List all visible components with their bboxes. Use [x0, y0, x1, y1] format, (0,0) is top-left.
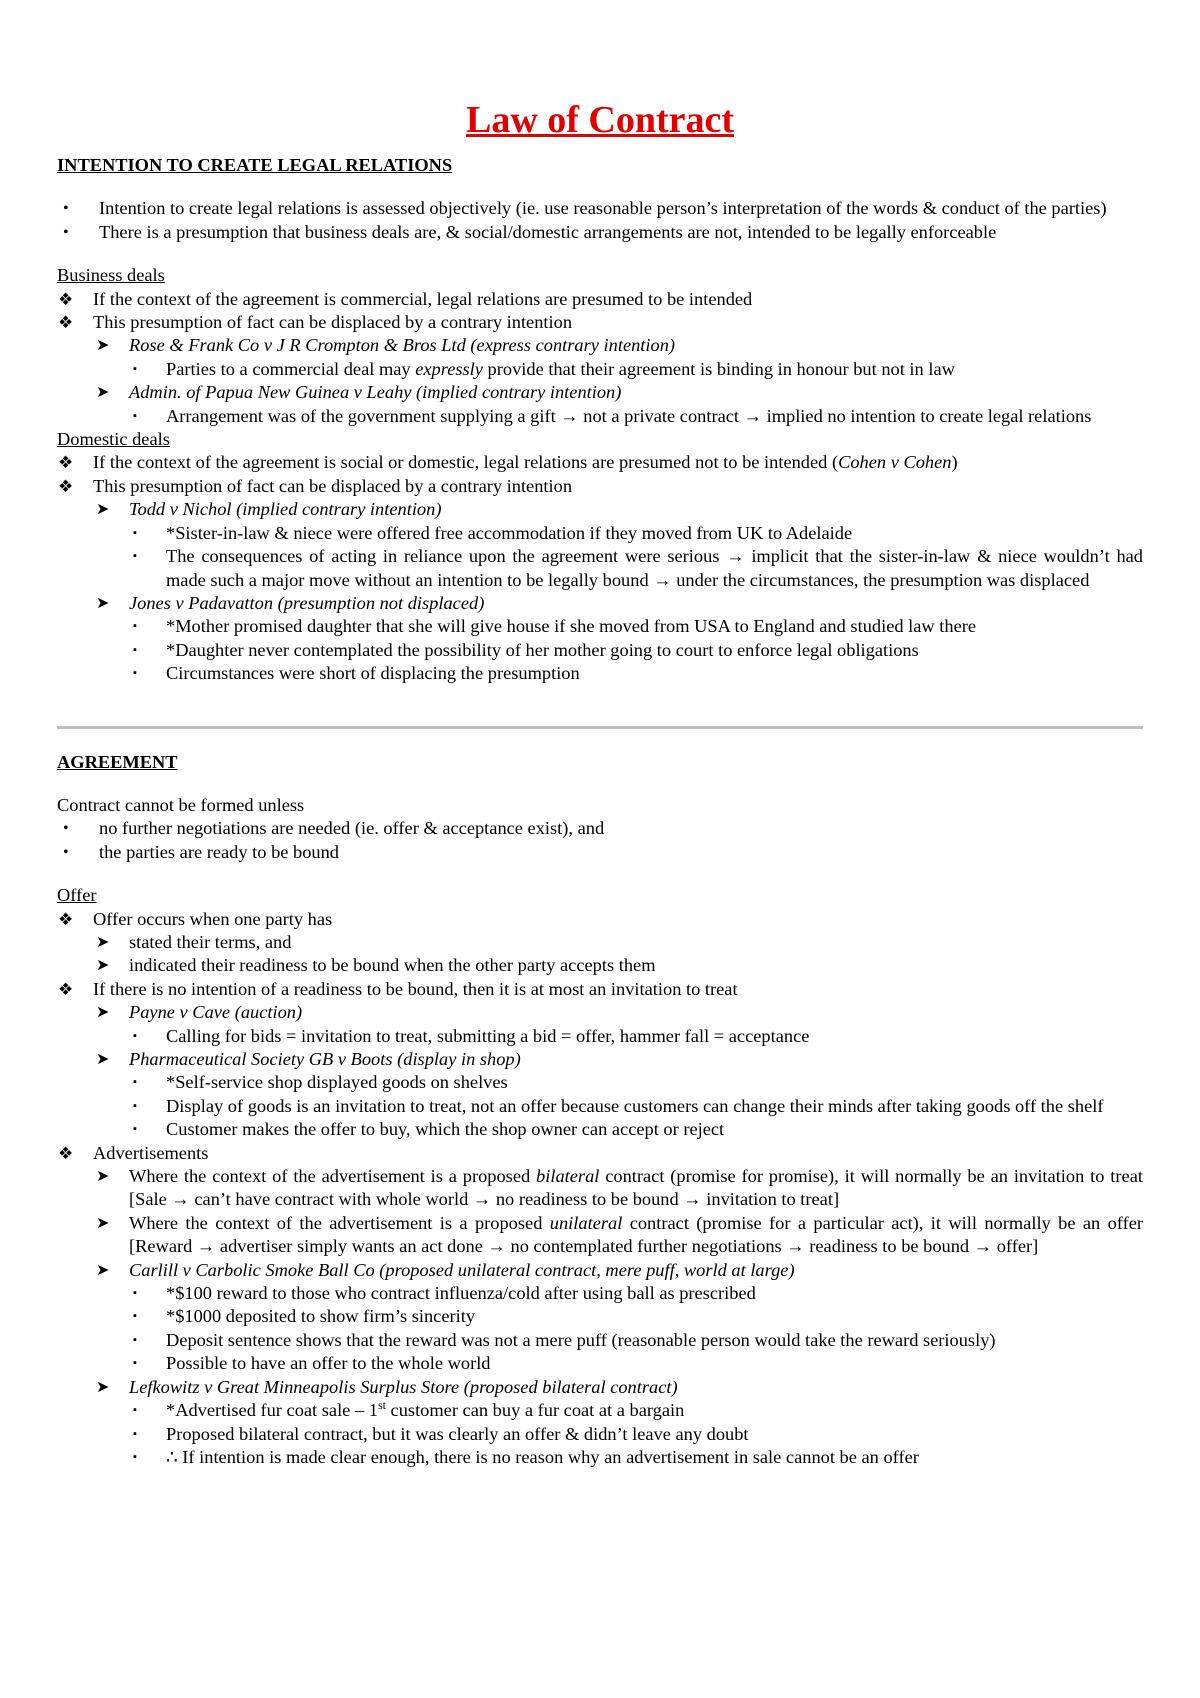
arrow-item: ➤ Where the context of the advertisement is a proposed unilateral contract (promise for a particular act), it will normally be an offer [Reward → advertiser simply wants an act done → no contemplated further negotiations → readiness to be bound → offer]: [96, 1212, 1143, 1257]
square-item: ▪ Proposed bilateral contract, but it was clearly an offer & didn’t leave any doubt: [57, 1423, 1143, 1446]
arrow-item: ➤ stated their terms, and: [57, 931, 1143, 954]
arrow-marker: ➤: [96, 957, 110, 975]
bullet-item: • There is a presumption that business deals are, & social/domestic arrangements are not, intended to be legally enforceable: [57, 221, 1143, 244]
square-marker: ▪: [133, 643, 137, 656]
subheading-business-deals: Business deals: [57, 265, 165, 286]
bullet-item: • the parties are ready to be bound: [57, 841, 1143, 864]
square-item: ▪ Deposit sentence shows that the reward was not a mere puff (reasonable person would take the reward seriously): [57, 1329, 1143, 1352]
square-marker: ▪: [133, 1099, 137, 1112]
section-heading-agreement: AGREEMENT: [57, 751, 178, 772]
case-item: ➤ Lefkowitz v Great Minneapolis Surplus Store (proposed bilateral contract): [57, 1376, 1143, 1399]
square-marker: ▪: [133, 550, 137, 563]
arrow-marker: ➤: [96, 1261, 110, 1279]
case-item: ➤ Rose & Frank Co v J R Crompton & Bros Ltd (express contrary intention): [57, 334, 1143, 357]
agreement-intro: Contract cannot be formed unless: [57, 794, 305, 815]
square-marker: ▪: [133, 1123, 137, 1136]
document-title: Law of Contract: [465, 99, 735, 141]
arrow-marker: ➤: [96, 1051, 110, 1068]
square-marker: ▪: [133, 526, 137, 539]
case-item: ➤ Todd v Nichol (implied contrary intention): [57, 498, 1143, 521]
bullet-item: • Intention to create legal relations is assessed objectively (ie. use reasonable person’s interpretation of the words & conduct of the parties): [57, 197, 1143, 220]
square-marker: ▪: [133, 1076, 137, 1089]
square-item: ▪ *Daughter never contemplated the possibility of her mother going to court to enforce legal obligations: [57, 639, 1143, 662]
bullet-item: • no further negotiations are needed (ie. offer & acceptance exist), and: [57, 817, 1143, 840]
square-marker: ▪: [133, 1357, 137, 1370]
diamond-item: ❖ This presumption of fact can be displaced by a contrary intention: [57, 311, 1143, 334]
square-item: ▪ *Self-service shop displayed goods on shelves: [57, 1071, 1143, 1094]
diamond-marker: ❖: [58, 979, 74, 999]
arrow-marker: ➤: [96, 933, 110, 951]
subheading-domestic-deals: Domestic deals: [57, 429, 170, 450]
bullet-marker: •: [63, 843, 69, 861]
square-marker: ▪: [133, 362, 137, 375]
arrow-marker: ➤: [96, 1168, 110, 1186]
square-item: ▪ Possible to have an offer to the whole world: [57, 1352, 1143, 1375]
diamond-marker: ❖: [58, 289, 74, 309]
diamond-item: ❖ If there is no intention of a readiness to be bound, then it is at most an invitation to treat: [57, 978, 1143, 1001]
diamond-item: ❖ If the context of the agreement is commercial, legal relations are presumed to be intended: [57, 288, 1143, 311]
bullet-marker: •: [63, 820, 69, 838]
square-marker: ▪: [133, 1450, 137, 1463]
square-item: ▪ Arrangement was of the government supplying a gift → not a private contract → implied no intention to create legal relations: [57, 405, 1143, 428]
case-item: ➤ Admin. of Papua New Guinea v Leahy (implied contrary intention): [57, 381, 1143, 404]
square-item: ▪ Customer makes the offer to buy, which the shop owner can accept or reject: [57, 1118, 1143, 1141]
arrow-marker: ➤: [96, 1378, 110, 1396]
square-marker: ▪: [133, 409, 137, 422]
diamond-marker: ❖: [58, 453, 74, 473]
arrow-item: ➤ Where the context of the advertisement is a proposed bilateral contract (promise for promise), it will normally be an invitation to treat [Sale → can’t have contract with whole world → no readiness to be bound → invitation to treat]: [96, 1166, 1143, 1210]
square-item: ▪ ∴ If intention is made clear enough, there is no reason why an advertisement in sale cannot be an offer: [57, 1446, 1143, 1469]
square-item: ▪ The consequences of acting in reliance upon the agreement were serious → implicit that the sister-in-law & niece wouldn’t had made such a major move without an intention to be legally bound → under the circumstances, the presumption was displaced: [133, 546, 1143, 590]
square-marker: ▪: [133, 1333, 137, 1346]
square-item: ▪ Circumstances were short of displacing the presumption: [57, 662, 1143, 685]
arrow-marker: ➤: [96, 594, 110, 612]
diamond-item: ❖ If the context of the agreement is social or domestic, legal relations are presumed not to be intended (Cohen v Cohen): [57, 451, 1143, 474]
bullet-marker: •: [63, 223, 69, 241]
square-marker: ▪: [133, 620, 137, 633]
diamond-item: ❖ Advertisements: [57, 1142, 1143, 1165]
square-item: ▪ Calling for bids = invitation to treat, submitting a bid = offer, hammer fall = acceptance: [57, 1025, 1143, 1048]
diamond-marker: ❖: [58, 476, 74, 496]
square-marker: ▪: [133, 1287, 137, 1300]
arrow-marker: ➤: [96, 501, 110, 519]
square-item: ▪ *Advertised fur coat sale – 1st customer can buy a fur coat at a bargain: [57, 1399, 1143, 1422]
diamond-item: ❖ Offer occurs when one party has: [57, 908, 1143, 931]
diamond-marker: ❖: [58, 909, 74, 929]
case-item: ➤ Pharmaceutical Society GB v Boots (display in shop): [57, 1048, 1143, 1071]
arrow-marker: ➤: [96, 384, 110, 402]
square-item: ▪ *Mother promised daughter that she will give house if she moved from USA to England and studied law there: [57, 615, 1143, 638]
square-marker: ▪: [133, 1427, 137, 1440]
subheading-offer: Offer: [57, 885, 97, 906]
square-item: ▪ *Sister-in-law & niece were offered free accommodation if they moved from UK to Adelaide: [57, 522, 1143, 545]
case-item: ➤ Carlill v Carbolic Smoke Ball Co (proposed unilateral contract, mere puff, world at large): [57, 1259, 1143, 1282]
square-marker: ▪: [133, 1404, 137, 1417]
diamond-marker: ❖: [58, 1143, 74, 1163]
square-marker: ▪: [133, 667, 137, 680]
square-item: ▪ Parties to a commercial deal may expressly provide that their agreement is binding in honour but not in law: [57, 358, 1143, 381]
case-item: ➤ Payne v Cave (auction): [57, 1001, 1143, 1024]
arrow-item: ➤ indicated their readiness to be bound when the other party accepts them: [57, 954, 1143, 977]
section-divider: [57, 726, 1143, 729]
square-marker: ▪: [133, 1310, 137, 1323]
square-item: ▪ *$1000 deposited to show firm’s sincerity: [57, 1305, 1143, 1328]
case-item: ➤ Jones v Padavatton (presumption not displaced): [57, 592, 1143, 615]
arrow-marker: ➤: [96, 1214, 110, 1232]
section-heading-intention: INTENTION TO CREATE LEGAL RELATIONS: [57, 155, 453, 175]
square-item: ▪ Display of goods is an invitation to treat, not an offer because customers can change their minds after taking goods off the shelf: [57, 1095, 1143, 1118]
bullet-marker: •: [63, 200, 69, 218]
arrow-marker: ➤: [96, 337, 110, 355]
diamond-item: ❖ This presumption of fact can be displaced by a contrary intention: [57, 475, 1143, 498]
square-item: ▪ *$100 reward to those who contract influenza/cold after using ball as prescribed: [57, 1282, 1143, 1305]
square-marker: ▪: [133, 1029, 137, 1042]
arrow-marker: ➤: [96, 1004, 110, 1022]
diamond-marker: ❖: [58, 313, 74, 333]
